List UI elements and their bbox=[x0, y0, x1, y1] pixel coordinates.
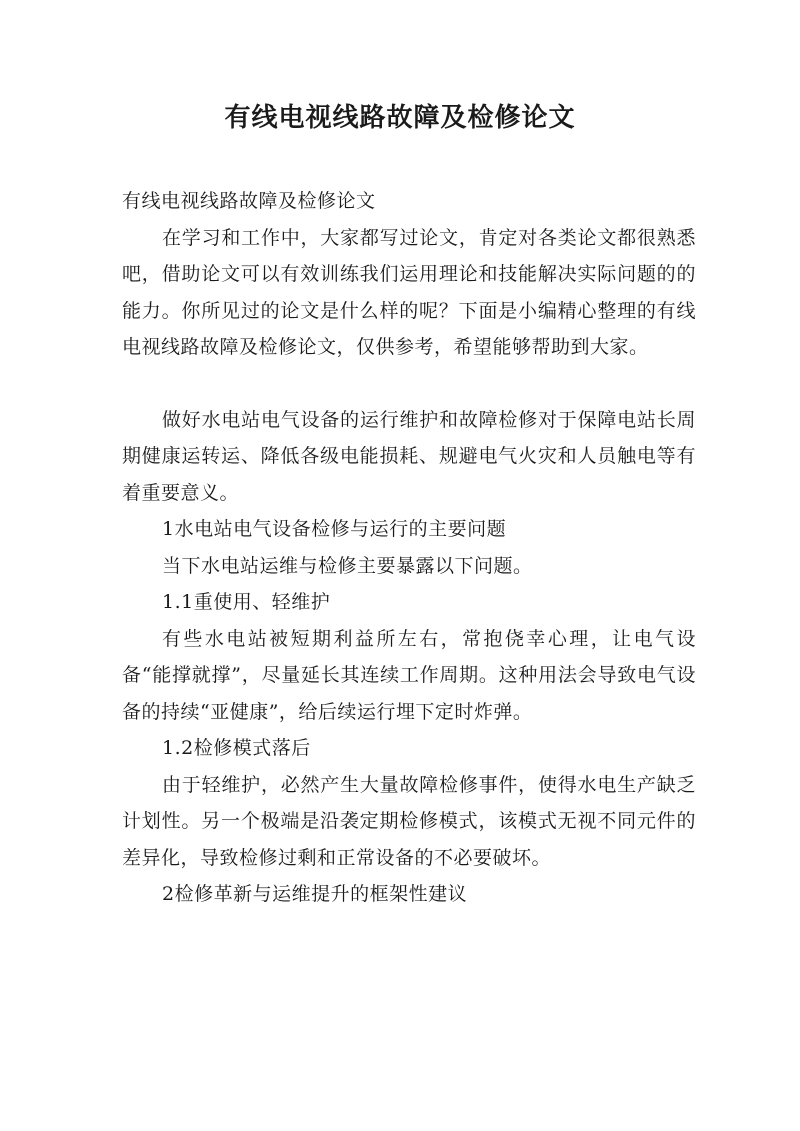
document-body bbox=[122, 183, 696, 913]
section-heading: 1水电站电气设备检修与运行的主要问题 bbox=[162, 518, 507, 540]
body-paragraph: 由于轻维护，必然产生大量故障检修事件，使得水电生产缺乏计划性。另一个极端是沿袭定期检修模式，该模式无视不同元件的差异化，导致检修过剩和正常设备的不必要破坏。 bbox=[122, 773, 696, 869]
subsection-heading: 1.1重使用、轻维护 bbox=[162, 591, 331, 613]
body-paragraph: 当下水电站运维与检修主要暴露以下问题。 bbox=[162, 554, 533, 577]
intro-paragraph: 在学习和工作中，大家都写过论文，肯定对各类论文都很熟悉吧，借助论文可以有效训练我们运用理论和技能解决实际问题的的能力。你所见过的论文是什么样的呢？下面是小编精心整理的有线电视线路故障及检修论文，仅供参考，希望能够帮助到大家。 bbox=[122, 226, 696, 358]
subsection-heading: 1.2检修模式落后 bbox=[162, 737, 311, 759]
paragraph-spacer bbox=[122, 366, 696, 402]
body-paragraph: 有些水电站被短期利益所左右，常抱侥幸心理，让电气设备“能撑就撑”，尽量延长其连续工作周期。这种用法会导致电气设备的持续“亚健康”，给后续运行埋下定时炸弹。 bbox=[122, 627, 696, 723]
body-paragraph: 做好水电站电气设备的运行维护和故障检修对于保障电站长周期健康运转运、降低各级电能损耗、规避电气火灾和人员触电等有着重要意义。 bbox=[122, 408, 696, 504]
document-title: 有线电视线路故障及检修论文 bbox=[224, 103, 576, 133]
section-heading: 2检修革新与运维提升的框架性建议 bbox=[162, 883, 468, 905]
document-subtitle: 有线电视线路故障及检修论文 bbox=[122, 190, 376, 212]
